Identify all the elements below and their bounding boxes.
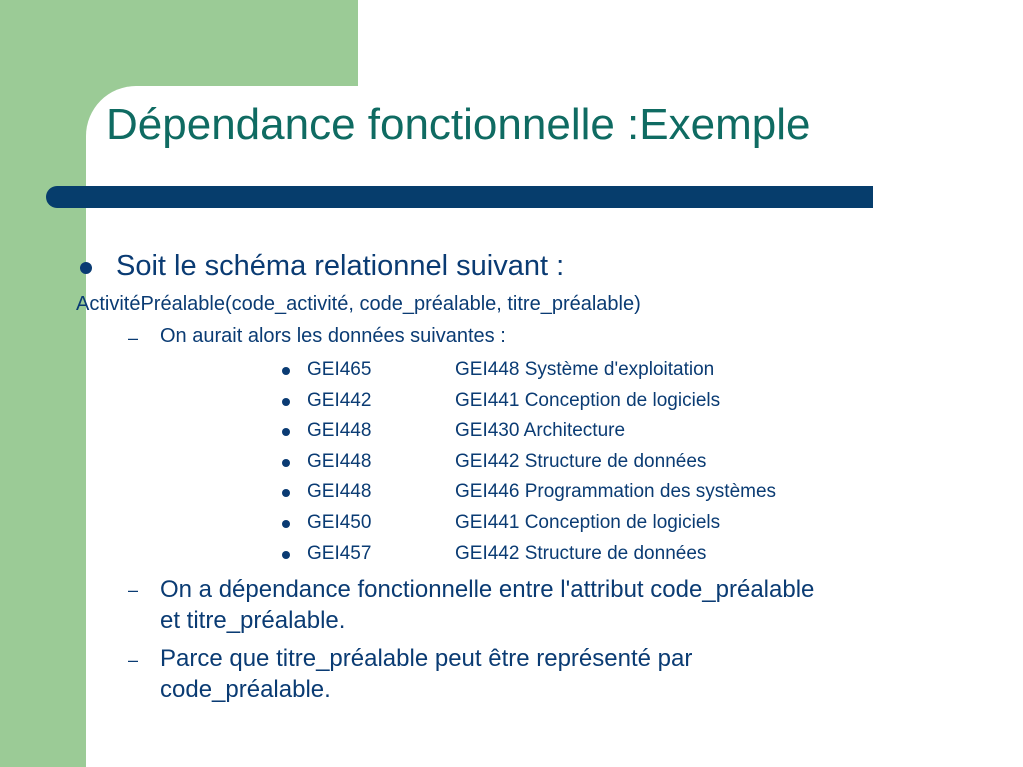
prerequisite-info: GEI448 Système d'exploitation bbox=[455, 359, 715, 380]
main-bullet-text: Soit le schéma relationnel suivant : bbox=[116, 250, 565, 282]
bullet-dot-icon bbox=[282, 551, 290, 559]
activity-code: GEI448 bbox=[307, 481, 372, 503]
activity-code: GEI457 bbox=[307, 542, 372, 564]
dependency-line-2: et titre_préalable. bbox=[160, 607, 346, 634]
bullet-dot-icon bbox=[282, 367, 290, 375]
dependency-line-1: On a dépendance fonctionnelle entre l'attribut code_préalable bbox=[160, 576, 815, 603]
activity-code: GEI442 bbox=[307, 389, 372, 411]
list-item bbox=[280, 543, 880, 574]
bullet-dot-icon bbox=[282, 459, 290, 467]
prerequisite-info: GEI446 Programmation des systèmes bbox=[455, 481, 777, 503]
bullet-dot-icon bbox=[80, 262, 92, 274]
prerequisite-info: GEI442 Structure de données bbox=[455, 450, 707, 472]
dash-bullet-icon: – bbox=[128, 580, 139, 600]
list-item bbox=[280, 390, 880, 421]
prerequisite-info: GEI442 Structure de données bbox=[455, 542, 707, 564]
bullet-dot-icon bbox=[282, 428, 290, 436]
reason-line-2: code_préalable. bbox=[160, 676, 331, 703]
list-item bbox=[280, 512, 880, 543]
list-item bbox=[280, 359, 880, 390]
activity-code: GEI450 bbox=[307, 511, 372, 533]
reason-line-1: Parce que titre_préalable peut être représenté par bbox=[160, 645, 693, 672]
activity-code: GEI448 bbox=[307, 420, 372, 442]
dash-bullet-icon: – bbox=[128, 328, 139, 348]
title-underline-bar bbox=[46, 186, 873, 208]
prerequisite-info: GEI441 Conception de logiciels bbox=[455, 511, 721, 533]
dependency-statement bbox=[160, 574, 960, 636]
list-item bbox=[280, 481, 880, 512]
bullet-dot-icon bbox=[282, 489, 290, 497]
list-item bbox=[280, 420, 880, 451]
data-intro-text: On aurait alors les données suivantes : bbox=[160, 325, 506, 347]
activity-code: GEI465 bbox=[307, 359, 372, 380]
reason-statement bbox=[160, 643, 960, 705]
bullet-dot-icon bbox=[282, 520, 290, 528]
activity-code: GEI448 bbox=[307, 450, 372, 472]
green-side-strip bbox=[0, 0, 86, 767]
list-item bbox=[280, 451, 880, 482]
dash-bullet-icon: – bbox=[128, 650, 139, 670]
data-row-list bbox=[280, 359, 880, 573]
prerequisite-info: GEI430 Architecture bbox=[455, 420, 626, 442]
slide-title: Dépendance fonctionnelle :Exemple bbox=[106, 100, 811, 149]
prerequisite-info: GEI441 Conception de logiciels bbox=[455, 389, 721, 411]
bullet-dot-icon bbox=[282, 398, 290, 406]
schema-definition: ActivitéPréalable(code_activité, code_préalable, titre_préalable) bbox=[76, 293, 641, 315]
